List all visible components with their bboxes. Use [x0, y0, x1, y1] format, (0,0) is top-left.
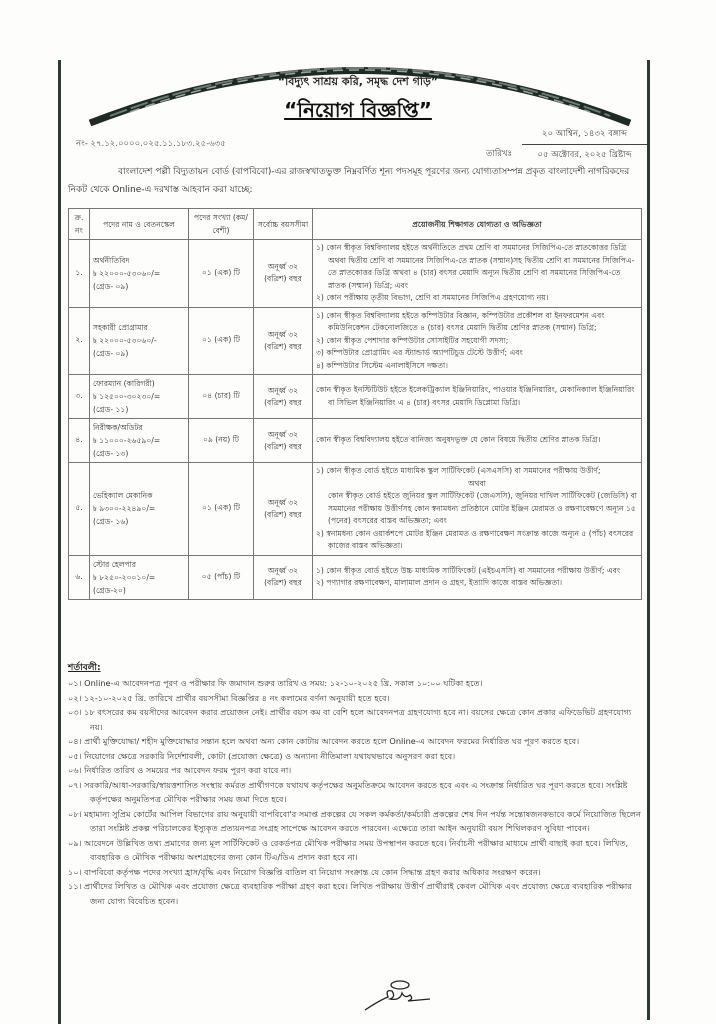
- qualification-item: ১) কোন স্বীকৃত বিশ্ববিদ্যালয় হইতে কম্পিউটার বিজ্ঞান, কম্পিউটার প্রকৌশল বা ইনফরমেশন এবং কমিউনিকেশন টেকনোলজিতে ৪ (চার) বৎসর মেয়াদি দ্বিতীয় শ্রেণির স্নাতক (সম্মান) ডিগ্রি;: [316, 310, 605, 332]
- title-text: “নিয়োগ বিজ্ঞপ্তি”: [284, 98, 432, 122]
- cell-post: [90, 307, 189, 375]
- posts-table: [68, 208, 642, 600]
- cell-count: ০১ (এক) টি: [189, 307, 254, 375]
- age-limit-words: (বত্রিশ) বছর: [264, 341, 302, 351]
- memo-number: নং- ২৭.১২.০০০০.০২৫.১১.১৮৩.২৫-৬৩৫: [76, 139, 226, 149]
- grade: (গ্রেড- ০৯): [93, 281, 129, 291]
- cell-age: [254, 419, 313, 463]
- age-limit: অনূর্ধ্ব ৩২: [267, 566, 299, 575]
- qualification-item: ১) কোন স্বীকৃত বোর্ড হইতে মাধ্যমিক স্কুল সার্টিফিকেট (এসএসসি) বা সমমানের পরীক্ষায় উত্তীর্ণ;: [316, 466, 601, 475]
- cell-qualification: [313, 240, 642, 308]
- age-limit: অনূর্ধ্ব ৩২: [267, 429, 299, 439]
- header-qualification: প্রয়োজনীয় শিক্ষাগত যোগ্যতা ও অভিজ্ঞতা: [313, 209, 642, 240]
- post-name: সহকারী প্রোগ্রামার: [93, 323, 148, 333]
- header-count: পদের সংখ্যা (কম/ বেশী): [189, 209, 254, 240]
- date-block: [522, 127, 647, 162]
- term-item: ০২। ১২-১০-২০২৫ খ্রি. তারিখে প্রার্থীর বয়সসীমা বিজ্ঞপ্তির ৪ নং কলামের বর্ণনা অনুযায়ী হতে হবে।: [68, 692, 390, 703]
- grade: (গ্রেড- ১৩): [93, 449, 129, 458]
- age-limit: অনূর্ধ্ব ৩২: [267, 329, 299, 339]
- qualification-item: ৪) কম্পিউটার সিস্টেম এনালাইসিসে দক্ষতা।: [316, 360, 448, 370]
- qualification-item: ১) কোন স্বীকৃত বিশ্ববিদ্যালয় হইতে অর্থনীতিতে প্রথম শ্রেণি বা সমমানের সিজিপিএ-তে স্নাতকোত্তর ডিগ্রি অথবা দ্বিতীয় শ্রেণি বা সমমানের সিজিপিএ-তে স্নাতক (সম্মান)সহ দ্বিতীয় শ্রেণি বা সমমানের সিজিপিএ-তে স্নাতকোত্তর ডিগ্রি অথবা ৪ (চার) বৎসর মেয়াদি অন্যূন দ্বিতীয় শ্রেণি বা সমমানের সিজিপিএ-তে স্নাতক (সম্মান) ডিগ্রি; এবং: [316, 243, 635, 290]
- date-label: তারিখঃ: [486, 149, 513, 159]
- age-limit-words: (বত্রিশ) বছর: [264, 509, 302, 519]
- pay-scale: ৳ ৯৩০০-২২৪৯০/=: [93, 504, 156, 514]
- terms-title: শর্তাবলী:: [68, 663, 101, 673]
- intro-text: বাংলাদেশ পল্লী বিদ্যুতায়ন বোর্ড (বাপবিবো)-এর রাজস্বখাতভুক্ত নিম্নবর্ণিত শূন্য পদসমূহ পূরণের জন্য যোগ্যতাসম্পন্ন প্রকৃত বাংলাদেশী নাগরিকদের নিকট থেকে Online-এ দরখাস্ত আহবান করা যাচ্ছে:: [68, 167, 630, 195]
- cell-serial: ১.: [69, 240, 90, 308]
- cell-count: ০৪ (চার) টি: [189, 375, 254, 419]
- pay-scale: ৳ ২২০০০-৫৩০৬০/=: [93, 268, 161, 278]
- term-item: ০৪। প্রার্থী মুক্তিযোদ্ধা/ শহীদ মুক্তিযোদ্ধার সন্তান হলে অথবা অন্য কোন কোটায় আবেদন করতে হলে Online-এ আবেদন ফরমের নির্ধারিত ঘর পূরণ করতে হবে।: [68, 736, 580, 746]
- table-header-row: [69, 209, 642, 240]
- intro-paragraph: [68, 163, 643, 199]
- table-row: [69, 463, 642, 556]
- pay-scale: ৳ ১১০০০-২৬৫৯০/=: [93, 436, 161, 445]
- qualification-item: ২) কোন স্বীকৃত পেশাদার কম্পিউটার সোসাইটির সহযোগী সদস্য;: [316, 335, 509, 345]
- term-item: ১১। প্রার্থীদের লিখিত ও মৌখিক এবং প্রযোজ্য ক্ষেত্রে ব্যবহারিক পরীক্ষা গ্রহণ করা হবে। লিখিত পরীক্ষায় উত্তীর্ণ প্রার্থীরাই কেবল মৌখিক এবং প্রযোজ্য ক্ষেত্রে ব্যবহারিক পরীক্ষার জন্য যোগ্য বিবেচিত হবেন।: [68, 881, 632, 906]
- header-age: সর্বোচ্চ বয়সসীমা: [254, 209, 313, 240]
- age-limit: অনূর্ধ্ব ৩২: [267, 497, 299, 507]
- term-item: ০৭। সরকারি/আধা-সরকারি/স্বায়ত্তশাসিত সংস্থায় কর্মরত প্রার্থীগণকে যথাযথ কর্তৃপক্ষের অনুমতিক্রমে আবেদন করতে হবে এবং এ সংক্রান্ত নির্ধারিত ঘর পূরণ করতে হবে। সংশ্লিষ্ট কর্তৃপক্ষের অনুমতিপত্র মৌখিক পরীক্ষার সময় জমা দিতে হবে।: [68, 779, 628, 804]
- cell-serial: ৪.: [69, 419, 90, 463]
- cell-qualification: [313, 555, 642, 599]
- grade: (গ্রেড-২০): [93, 585, 126, 595]
- header-serial: ক্র. নং: [69, 209, 90, 240]
- term-item: ০৩। ১৮ বৎসরের কম বয়সীদের আবেদন করার প্রয়োজন নেই। প্রার্থীর বয়স কম বা বেশি হলে আবেদনপত্র গ্রহণযোগ্য হবে না। বয়সের ক্ষেত্রে কোন প্রকার এফিডেভিট গ্রহণযোগ্য নয়।: [68, 707, 632, 732]
- qualification-item: কোন স্বীকৃত বিশ্ববিদ্যালয় হইতে বানিজ্য অনুষদভুক্ত যে কোন বিষয়ে দ্বিতীয় শ্রেণির স্নাতক ডিগ্রি।: [316, 435, 601, 445]
- qualification-item: অথবা: [468, 478, 486, 488]
- qualification-item: ৩) কম্পিউটার প্রোগ্রামিং এর স্ট্যান্ডার্ড অ্যাপটিচুড টেস্টে উত্তীর্ণ; এবং: [316, 348, 523, 357]
- date-gregorian: ০৫ অক্টোবর, ২০২৫ খ্রিষ্টাব্দ: [537, 150, 632, 160]
- header-post: পদের নাম ও বেতনস্কেল: [90, 209, 189, 240]
- pay-scale: ৳ ২২০০০-৫৩০৬০/-: [93, 336, 157, 346]
- cell-count: ০১ (এক) টি: [189, 240, 254, 308]
- cell-post: [90, 375, 189, 419]
- cell-serial: ২.: [69, 307, 90, 375]
- terms-list: [68, 676, 643, 908]
- page-title: [0, 96, 716, 129]
- qualification-item: ২) পণ্যাগার রক্ষণাবেক্ষণ, মালামাল প্রদান ও গ্রহণ, ইত্যাদি কাজে বাস্তব অভিজ্ঞতা।: [316, 578, 563, 587]
- page-border-right: [647, 60, 650, 1020]
- age-limit-words: (বত্রিশ) বছর: [264, 397, 302, 407]
- cell-qualification: [313, 375, 642, 419]
- term-item: ০১। Online-এ আবেদনপত্র পূরণ ও পরীক্ষার ফি জমাদান শুরুর তারিখ ও সময়: ১২-১০-২০২৫ খ্রি. সকাল ১০:০০ ঘটিকা হতে।: [68, 678, 483, 688]
- term-item: ১০। বাপবিবো কর্তৃপক্ষ পদের সংখ্যা হ্রাস/বৃদ্ধি এবং নিয়োগ বিজ্ঞপ্তি বাতিল বা নিয়োগ সংক্রান্ত যে কোন সিদ্ধান্ত গ্রহণ করার অধিকার সংরক্ষণ করেন।: [68, 866, 541, 877]
- cell-age: [254, 240, 313, 308]
- cell-qualification: [313, 463, 642, 556]
- age-limit-words: (বত্রিশ) বছর: [264, 578, 302, 587]
- post-name: অর্থনীতিবিদ: [93, 255, 130, 265]
- pay-scale: ৳ ৮২৫০-২০০১০/=: [93, 572, 156, 582]
- qualification-item: ২) স্বনামধন্য কোন ওয়ার্কশপে মোটর ইঞ্জিন মেরামত ও রক্ষণাবেক্ষণ সংক্রান্ত কাজে অন্যূন ৫ (পাঁচ) বৎসরের কাজের বাস্তব অভিজ্ঞতা।: [316, 528, 634, 550]
- table-row: [69, 375, 642, 419]
- cell-post: [90, 419, 189, 463]
- qualification-item: ২) কোন পরীক্ষায় তৃতীয় বিভাগ, শ্রেণি বা সমমানের সিজিপিএ গ্রহণযোগ্য নয়।: [316, 293, 549, 302]
- term-item: ০৫। নিয়োগের ক্ষেত্রে সরকারি নির্দেশাবলী, কোটা (প্রযোজ্য ক্ষেত্রে) ও অন্যান্য নীতিমালা যথাযথভাবে অনুসরণ করা হবে।: [68, 750, 456, 761]
- cell-age: [254, 555, 313, 599]
- cell-count: ০৫ (পাঁচ) টি: [189, 555, 254, 599]
- qualification-item: কোন স্বীকৃত ইনস্টিটিউট হইতে ইলেকট্রিক্যাল ইঞ্জিনিয়ারিং, পাওয়ার ইঞ্জিনিয়ারিং, মেকানিক্যাল ইঞ্জিনিয়ারিং বা সিভিল ইঞ্জিনিয়ারিং এ ৪ (চার) বৎসর মেয়াদি ডিপ্লোমা ডিগ্রি।: [316, 385, 635, 407]
- cell-age: [254, 463, 313, 556]
- cell-qualification: [313, 307, 642, 375]
- cell-post: [90, 463, 189, 556]
- cell-serial: ৫.: [69, 463, 90, 556]
- table-row: [69, 240, 642, 308]
- cell-age: [254, 307, 313, 375]
- cell-count: ০৯ (নয়) টি: [189, 419, 254, 463]
- cell-age: [254, 375, 313, 419]
- date-bangla: ২০ আশ্বিন, ১৪৩২ বঙ্গাব্দ: [522, 127, 647, 145]
- age-limit: অনূর্ধ্ব ৩২: [267, 385, 299, 395]
- pay-scale: ৳ ১২৫০০-৩০২৩০/=: [93, 392, 161, 401]
- age-limit-words: (বত্রিশ) বছর: [264, 274, 302, 284]
- table-row: [69, 419, 642, 463]
- grade: (গ্রেড- ০৯): [93, 349, 129, 359]
- page-border-left: [58, 60, 61, 1024]
- grade: (গ্রেড- ১৬): [93, 517, 129, 527]
- cell-qualification: [313, 419, 642, 463]
- post-name: নিরীক্ষক/অডিটর: [93, 423, 143, 432]
- signature-icon: [360, 975, 440, 1015]
- grade: (গ্রেড- ১১): [93, 405, 129, 414]
- age-limit-words: (বত্রিশ) বছর: [264, 441, 302, 451]
- age-limit: অনূর্ধ্ব ৩২: [267, 262, 299, 272]
- term-item: ০৬। নির্ধারিত তারিখ ও সময়ের পর আবেদন ফরম পূরণ করা যাবে না।: [68, 765, 292, 775]
- table-row: [69, 555, 642, 599]
- post-name: ভেহিক্যাল মেকানিক: [93, 491, 153, 501]
- cell-post: [90, 240, 189, 308]
- cell-serial: ৬.: [69, 555, 90, 599]
- post-name: ফোরম্যান (কারিগরী): [93, 379, 155, 388]
- slogan: “বিদ্যুৎ সাশ্রয় করি, সমৃদ্ধ দেশ গড়ি”: [277, 75, 439, 88]
- post-name: স্টোর হেলপার: [93, 559, 137, 569]
- qualification-item: কোন স্বীকৃত বোর্ড হইতে জুনিয়র স্কুল সার্টিফিকেট (জেএসসি), জুনিয়র দাখিল সার্টিফিকেট (জেডিসি) বা সমমানের পরীক্ষায় উত্তীর্ণসহ কোন স্বনামধন্য প্রতিষ্ঠানে মোটর ইঞ্জিন মেরামত ও রক্ষণাবেক্ষণে অন্যূন ১৫ (পনের) বৎসরের বাস্তব অভিজ্ঞতা; এবং: [328, 491, 638, 525]
- cell-count: ০১ (এক) টি: [189, 463, 254, 556]
- cell-post: [90, 555, 189, 599]
- term-item: ০৯। আবেদনে উল্লিখিত তথ্য প্রমাণের জন্য মূল সার্টিফিকেট ও রেকর্ডপত্র মৌখিক পরীক্ষার সময় উপস্থাপন করতে হবে। নির্বাচনী পরীক্ষার মাধ্যমে প্রার্থী বাছাই করা হবে। লিখিত, ব্যবহারিক ও মৌখিক পরীক্ষায় অংশগ্রহণের জন্য কোন টিএ/ডিএ প্রদান করা হবে না।: [68, 837, 629, 862]
- table-row: [69, 307, 642, 375]
- qualification-item: ১) কোন স্বীকৃত বোর্ড হইতে উচ্চ মাধ্যমিক সার্টিফিকেট (এইচএসসি) বা সমমানের পরীক্ষায় উত্তীর্ণ; এবং: [316, 565, 621, 575]
- term-item: ০৮। মহামান্য সুপ্রিম কোর্টের আপিল বিভাগের রায় অনুযায়ী বাপবিবো'র সমাপ্ত প্রকল্পের যে সকল কর্মকর্তা/কর্মচারী প্রকল্পের শেষ দিন পর্যন্ত সন্তোষজনকভাবে কর্মে নিয়োজিত ছিলেন তারা সংশ্লিষ্ট প্রকল্প পরিচালকের ইস্যুকৃত প্রত্যয়নপত্র সংগ্রহ সাপেক্ষে আবেদন করতে পারবেন। এক্ষেত্রে তারা আইন অনুযায়ী বয়স শিথিলকরণ সুবিধা পাবেন।: [68, 808, 641, 833]
- cell-serial: ৩.: [69, 375, 90, 419]
